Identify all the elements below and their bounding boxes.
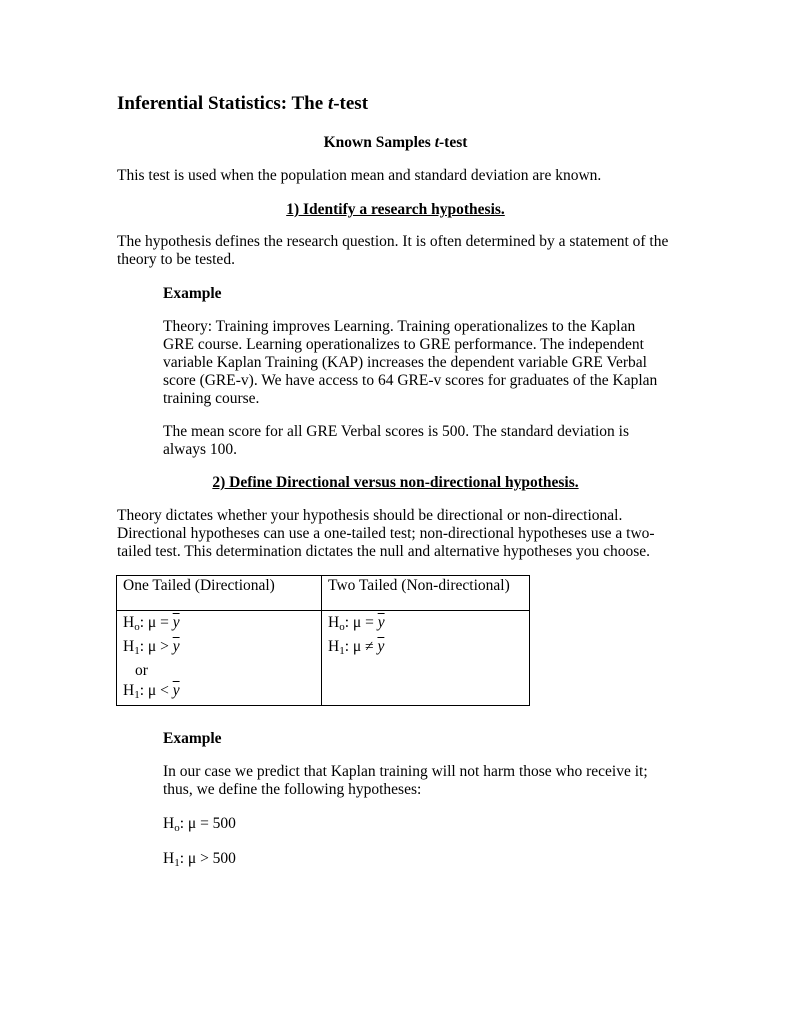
one-tailed-h0: $H_o$: $\mu = \overline{y}$: [123, 614, 180, 633]
section2-line: Theory dictates whether your hypothesis should be directional or non-directional.: [117, 507, 623, 524]
table-header-row: [117, 576, 530, 611]
title-text-pre: Inferential Statistics: The: [117, 93, 328, 114]
section1-line: The hypothesis defines the research question. It is often determined by a statement of the: [117, 233, 669, 250]
table-header-one-tailed: One Tailed (Directional): [117, 576, 322, 611]
section1-heading: 1) Identify a research hypothesis.: [286, 201, 505, 218]
section2-paragraph: [117, 507, 655, 561]
final-h1: $H_1$: μ > 500: [163, 850, 236, 869]
table-row: [117, 611, 530, 706]
one-tailed-cell: [117, 611, 322, 706]
hypothesis-table: [116, 575, 530, 706]
example1-line: variable Kaplan Training (KAP) increases the dependent variable GRE Verbal: [163, 354, 647, 371]
example1-label: Example: [163, 285, 222, 302]
two-tailed-cell: [322, 611, 530, 706]
intro-paragraph: This test is used when the population mean and standard deviation are known.: [117, 167, 602, 184]
section1-paragraph: [117, 233, 668, 269]
example1-line: Theory: Training improves Learning. Training operationalizes to the Kaplan: [163, 318, 636, 335]
example2-paragraph: [163, 763, 648, 799]
title-text-post: -test: [333, 93, 369, 114]
document-subtitle: [0, 134, 791, 152]
subtitle-text-post: -test: [439, 134, 468, 151]
example1-line: training course.: [163, 390, 260, 407]
example1-paragraph: [163, 318, 657, 408]
section2-line: tailed test. This determination dictates the null and alternative hypotheses you choose.: [117, 543, 651, 560]
document-title: [117, 93, 368, 115]
example2-line: thus, we define the following hypotheses:: [163, 781, 422, 798]
subtitle-text-pre: Known Samples: [323, 134, 435, 151]
example2-label: Example: [163, 730, 222, 747]
final-h0: $H_o$: μ = 500: [163, 815, 236, 834]
table-header-two-tailed: Two Tailed (Non-directional): [322, 576, 530, 611]
one-tailed-or: or: [135, 662, 148, 679]
title-t: t: [327, 93, 334, 114]
section2-line: Directional hypotheses can use a one-tailed test; non-directional hypotheses use a two-: [117, 525, 655, 542]
subtitle-t: t: [434, 134, 440, 151]
two-tailed-h0: $H_o$: $\mu = \overline{y}$: [328, 614, 385, 633]
example1-line: score (GRE-v). We have access to 64 GRE-v scores for graduates of the Kaplan: [163, 372, 658, 389]
one-tailed-h1-less: $H_1$: $\mu < \overline{y}$: [123, 682, 180, 701]
example1-line: GRE course. Learning operationalizes to GRE performance. The independent: [163, 336, 644, 353]
section2-heading: 2) Define Directional versus non-directional hypothesis.: [212, 474, 579, 491]
one-tailed-h1-greater: $H_1$: $\mu > \overline{y}$: [123, 638, 180, 657]
example2-line: In our case we predict that Kaplan training will not harm those who receive it;: [163, 763, 648, 780]
section1-line: theory to be tested.: [117, 251, 235, 268]
example1-mean-line: The mean score for all GRE Verbal scores is 500. The standard deviation is: [163, 423, 630, 440]
example1-mean-line: always 100.: [163, 441, 238, 458]
two-tailed-h1: $H_1$: $\mu \ne \overline{y}$: [328, 638, 385, 657]
example1-mean-paragraph: [163, 423, 629, 459]
